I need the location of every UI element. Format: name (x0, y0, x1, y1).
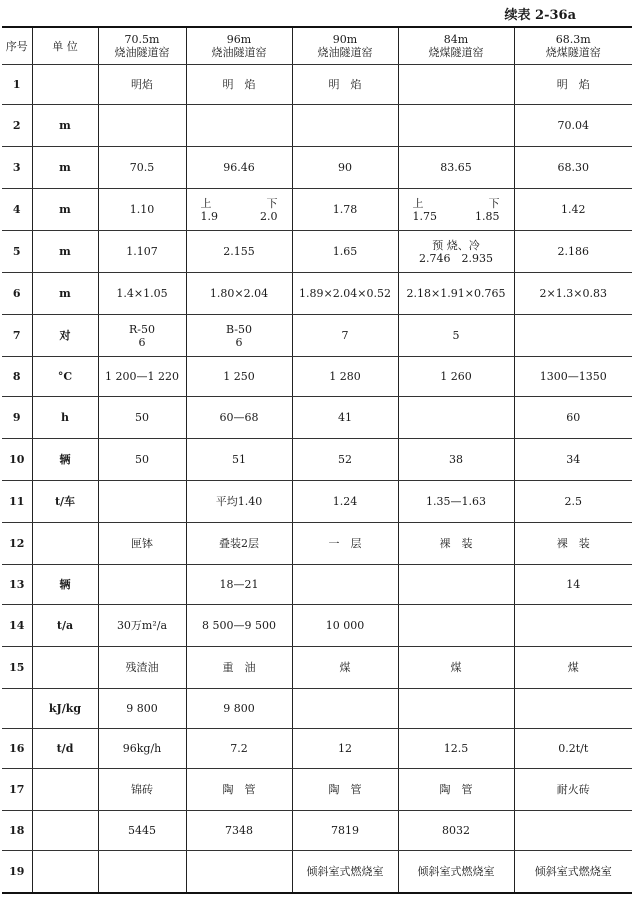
cell-col-5: 明 焰 (514, 65, 632, 105)
cell-line: 2.746 2.935 (419, 251, 493, 265)
cell-col-3: 倾斜室式燃烧室 (292, 851, 398, 893)
table-row (2, 565, 632, 605)
table-row (2, 523, 632, 565)
cell-col-3 (292, 565, 398, 605)
cell-col-5: 1300—1350 (514, 357, 632, 397)
cell-col-4: 83.65 (398, 147, 514, 189)
cell-col-2: 51 (186, 439, 292, 481)
table-row (2, 357, 632, 397)
cell-col-2: 96.46 (186, 147, 292, 189)
cell-col-5: 裸 装 (514, 523, 632, 565)
row-unit: 辆 (32, 565, 98, 605)
cell-col-3: 41 (292, 397, 398, 439)
table-row (2, 811, 632, 851)
row-unit (32, 769, 98, 811)
cell-col-4 (398, 397, 514, 439)
row-number: 9 (2, 397, 32, 439)
table-row (2, 105, 632, 147)
header-no: 序号 (2, 27, 32, 65)
cell-col-5: 煤 (514, 647, 632, 689)
cell-col-5 (514, 811, 632, 851)
table-row (2, 689, 632, 729)
table-body (2, 65, 632, 893)
header-col-5: 68.3m 烧煤隧道窑 (514, 27, 632, 65)
cell-col-2: 2.155 (186, 231, 292, 273)
cell-col-1: 9 800 (98, 689, 186, 729)
table-row (2, 65, 632, 105)
table-row (2, 769, 632, 811)
cell-col-3: 12 (292, 729, 398, 769)
cell-col-1: 1.4×1.05 (98, 273, 186, 315)
row-number: 8 (2, 357, 32, 397)
cell-col-4: 1.35—1.63 (398, 481, 514, 523)
row-number: 15 (2, 647, 32, 689)
cell-col-1: 明焰 (98, 65, 186, 105)
table-row (2, 647, 632, 689)
cell-col-4 (398, 605, 514, 647)
row-unit (32, 811, 98, 851)
row-number: 3 (2, 147, 32, 189)
cell-col-4: 5 (398, 315, 514, 357)
cell-col-3: 7 (292, 315, 398, 357)
cell-col-5: 倾斜室式燃烧室 (514, 851, 632, 893)
cell-col-1: 匣钵 (98, 523, 186, 565)
row-number: 19 (2, 851, 32, 893)
row-number: 17 (2, 769, 32, 811)
cell-label-upper: 上 (412, 196, 424, 210)
table-row (2, 231, 632, 273)
cell-col-2 (186, 315, 292, 357)
cell-col-2: 8 500—9 500 (186, 605, 292, 647)
cell-col-2: 陶 管 (186, 769, 292, 811)
cell-col-3: 1.89×2.04×0.52 (292, 273, 398, 315)
cell-col-4 (398, 565, 514, 605)
cell-col-4: 1 260 (398, 357, 514, 397)
row-number: 16 (2, 729, 32, 769)
cell-col-2 (186, 851, 292, 893)
cell-col-4 (398, 189, 514, 231)
cell-col-5: 68.30 (514, 147, 632, 189)
cell-col-5 (514, 689, 632, 729)
header-col-3: 90m 烧油隧道窑 (292, 27, 398, 65)
cell-col-3: 7819 (292, 811, 398, 851)
cell-col-1 (98, 565, 186, 605)
cell-col-1: 96kg/h (98, 729, 186, 769)
cell-col-3: 10 000 (292, 605, 398, 647)
table-row (2, 315, 632, 357)
table-row (2, 397, 632, 439)
cell-col-2: 7.2 (186, 729, 292, 769)
cell-col-2: 1 250 (186, 357, 292, 397)
row-unit (32, 851, 98, 893)
cell-value-upper: 1.75 (412, 209, 437, 223)
row-unit: h (32, 397, 98, 439)
row-unit (32, 65, 98, 105)
row-unit: t/车 (32, 481, 98, 523)
cell-line: B-50 (225, 322, 252, 336)
row-number: 10 (2, 439, 32, 481)
cell-col-5 (514, 315, 632, 357)
cell-col-4: 2.18×1.91×0.765 (398, 273, 514, 315)
row-number: 11 (2, 481, 32, 523)
cell-col-3: 1.78 (292, 189, 398, 231)
row-number: 12 (2, 523, 32, 565)
cell-col-3: 1 280 (292, 357, 398, 397)
cell-col-2 (186, 105, 292, 147)
cell-col-5: 70.04 (514, 105, 632, 147)
row-number (2, 689, 32, 729)
row-number: 6 (2, 273, 32, 315)
row-number: 7 (2, 315, 32, 357)
cell-col-5: 60 (514, 397, 632, 439)
cell-col-3: 明 焰 (292, 65, 398, 105)
cell-col-5: 1.42 (514, 189, 632, 231)
table-row (2, 189, 632, 231)
cell-col-3: 陶 管 (292, 769, 398, 811)
row-unit: kJ/kg (32, 689, 98, 729)
row-unit: m (32, 189, 98, 231)
cell-col-3: 煤 (292, 647, 398, 689)
cell-line: R-50 (129, 322, 155, 336)
cell-col-3 (292, 689, 398, 729)
table-row (2, 851, 632, 893)
cell-col-4: 38 (398, 439, 514, 481)
cell-col-4: 煤 (398, 647, 514, 689)
row-unit: m (32, 231, 98, 273)
cell-col-3: 1.24 (292, 481, 398, 523)
cell-line: 6 (138, 335, 146, 349)
row-number: 2 (2, 105, 32, 147)
cell-col-4 (398, 105, 514, 147)
cell-line: 预 烧、冷 (432, 238, 480, 252)
cell-col-5 (514, 605, 632, 647)
header-col-1: 70.5m 烧油隧道窑 (98, 27, 186, 65)
row-unit (32, 523, 98, 565)
cell-col-5: 2.186 (514, 231, 632, 273)
header-row (2, 27, 632, 65)
table-caption: 续表 2-36a (504, 8, 576, 23)
cell-col-5: 2.5 (514, 481, 632, 523)
cell-col-2: 18—21 (186, 565, 292, 605)
row-number: 1 (2, 65, 32, 105)
row-unit: 对 (32, 315, 98, 357)
cell-col-1: 30万m²/a (98, 605, 186, 647)
cell-col-3: 90 (292, 147, 398, 189)
row-unit: t/d (32, 729, 98, 769)
cell-col-1: 残渣油 (98, 647, 186, 689)
cell-col-2: 1.80×2.04 (186, 273, 292, 315)
cell-col-4: 陶 管 (398, 769, 514, 811)
cell-col-1 (98, 315, 186, 357)
row-unit: m (32, 105, 98, 147)
cell-col-1 (98, 105, 186, 147)
cell-col-2: 明 焰 (186, 65, 292, 105)
cell-col-2 (186, 189, 292, 231)
cell-col-1: 50 (98, 397, 186, 439)
cell-col-4: 12.5 (398, 729, 514, 769)
cell-value-upper: 1.9 (200, 209, 218, 223)
cell-col-1: 1.107 (98, 231, 186, 273)
cell-col-2: 9 800 (186, 689, 292, 729)
cell-col-5: 14 (514, 565, 632, 605)
row-unit: t/a (32, 605, 98, 647)
cell-col-2: 7348 (186, 811, 292, 851)
cell-col-5: 2×1.3×0.83 (514, 273, 632, 315)
cell-col-3: 52 (292, 439, 398, 481)
cell-col-4 (398, 65, 514, 105)
cell-line: 6 (235, 335, 243, 349)
cell-col-4 (398, 689, 514, 729)
cell-col-2: 重 油 (186, 647, 292, 689)
header-col-4: 84m 烧煤隧道窑 (398, 27, 514, 65)
cell-col-1: 70.5 (98, 147, 186, 189)
cell-col-5: 34 (514, 439, 632, 481)
cell-col-2: 叠装2层 (186, 523, 292, 565)
cell-col-3 (292, 105, 398, 147)
cell-col-1: 1.10 (98, 189, 186, 231)
cell-col-3: 1.65 (292, 231, 398, 273)
table-row (2, 605, 632, 647)
cell-col-1: 5445 (98, 811, 186, 851)
cell-value-lower: 1.85 (475, 209, 500, 223)
row-unit: m (32, 273, 98, 315)
cell-col-3: 一 层 (292, 523, 398, 565)
row-number: 4 (2, 189, 32, 231)
row-unit: m (32, 147, 98, 189)
cell-col-4: 倾斜室式燃烧室 (398, 851, 514, 893)
cell-label-lower: 下 (266, 196, 278, 210)
table-row (2, 729, 632, 769)
kiln-data-table (2, 26, 632, 894)
row-unit (32, 647, 98, 689)
cell-col-1: 锦砖 (98, 769, 186, 811)
row-number: 13 (2, 565, 32, 605)
header-col-2: 96m 烧油隧道窑 (186, 27, 292, 65)
cell-col-1 (98, 851, 186, 893)
row-number: 18 (2, 811, 32, 851)
cell-col-5: 耐火砖 (514, 769, 632, 811)
cell-label-lower: 下 (488, 196, 500, 210)
table-row (2, 439, 632, 481)
cell-col-1 (98, 481, 186, 523)
cell-label-upper: 上 (200, 196, 212, 210)
cell-value-lower: 2.0 (260, 209, 278, 223)
cell-col-2: 60—68 (186, 397, 292, 439)
header-unit: 单 位 (32, 27, 98, 65)
cell-col-4: 8032 (398, 811, 514, 851)
cell-col-5: 0.2t/t (514, 729, 632, 769)
cell-col-1: 1 200—1 220 (98, 357, 186, 397)
cell-col-1: 50 (98, 439, 186, 481)
table-row (2, 481, 632, 523)
row-number: 14 (2, 605, 32, 647)
row-number: 5 (2, 231, 32, 273)
cell-col-4: 裸 装 (398, 523, 514, 565)
row-unit: 辆 (32, 439, 98, 481)
table-row (2, 147, 632, 189)
table-row (2, 273, 632, 315)
cell-col-2: 平均1.40 (186, 481, 292, 523)
row-unit: °C (32, 357, 98, 397)
cell-col-4 (398, 231, 514, 273)
